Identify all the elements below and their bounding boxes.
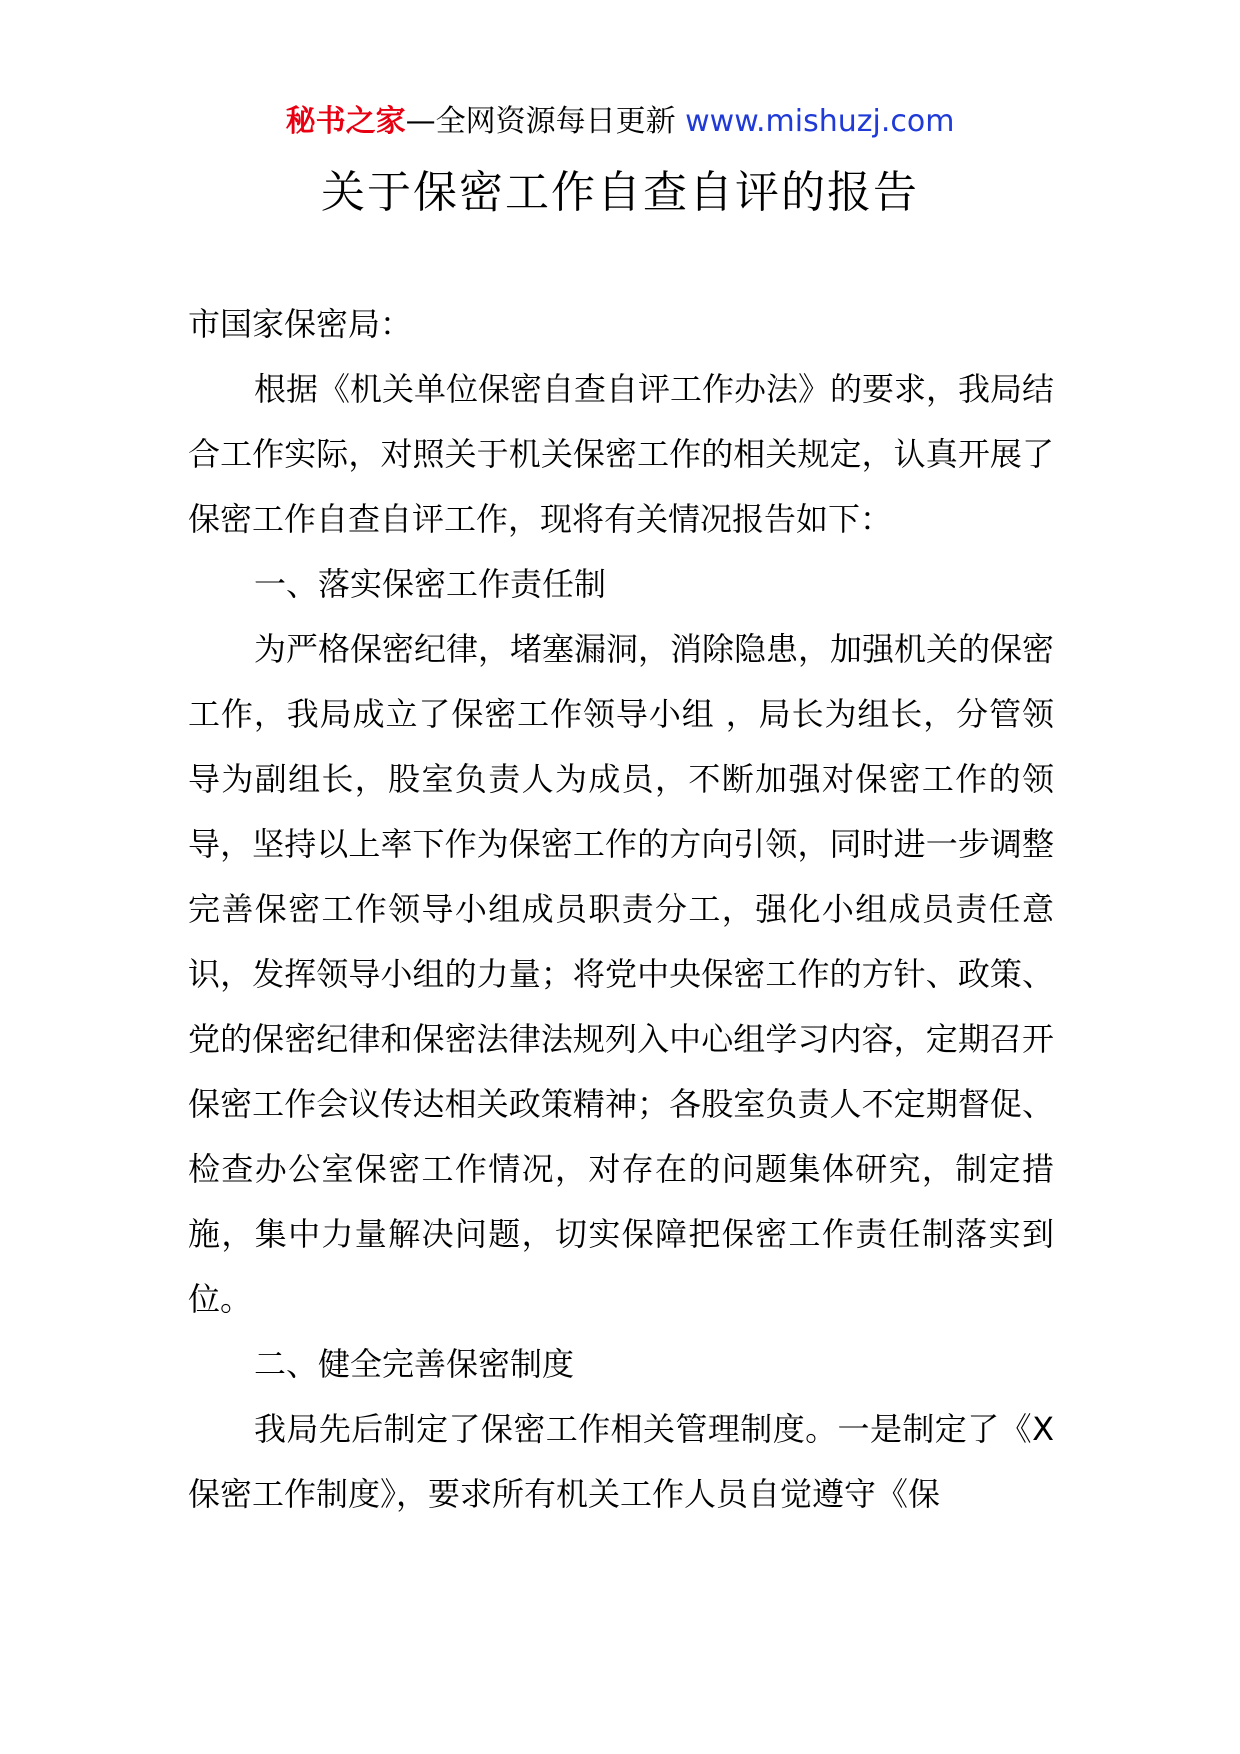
document-title: 关于保密工作自查自评的报告 [321,167,919,218]
salutation: 市国家保密局： [188,305,413,343]
section-heading-2: 二、健全完善保密制度 [254,1345,575,1383]
document-body [188,292,1054,1527]
site-url-link[interactable]: www.mishuzj.com [685,104,955,139]
site-header [0,100,1240,144]
section-body-1: 为严格保密纪律，堵塞漏洞，消除隐患，加强机关的保密工作，我局成立了保密工作领导小组 ，局长为组长，分管领导为副组长，股室负责人为成员，不断加强对保密工作的领导，坚持以上率下作为保密工作的方向引领，同时进一步调整完善保密工作领导小组成员职责分工，强化小组成员责任意识，发挥领导小组的力量；将党中央保密工作的方针、政策、党的保密纪律和保密法律法规列入中心组学习内容，定期召开保密工作会议传达相关政策精神；各股室负责人不定期督促、检查办公室保密工作情况，对存在的问题集体研究，制定措施，集中力量解决问题，切实保障把保密工作责任制落实到位。 [188,630,1055,1318]
section-body-2: 我局先后制定了保密工作相关管理制度。一是制定了《X保密工作制度》，要求所有机关工作人员自觉遵守《保 [188,1410,1054,1513]
section-heading-1: 一、落实保密工作责任制 [254,565,607,603]
intro-paragraph: 根据《机关单位保密自查自评工作办法》的要求，我局结合工作实际，对照关于机关保密工作的相关规定，认真开展了保密工作自查自评工作，现将有关情况报告如下： [188,370,1055,538]
brand-name: 秘书之家 [285,104,406,139]
header-tagline: —全网资源每日更新 [405,104,676,139]
